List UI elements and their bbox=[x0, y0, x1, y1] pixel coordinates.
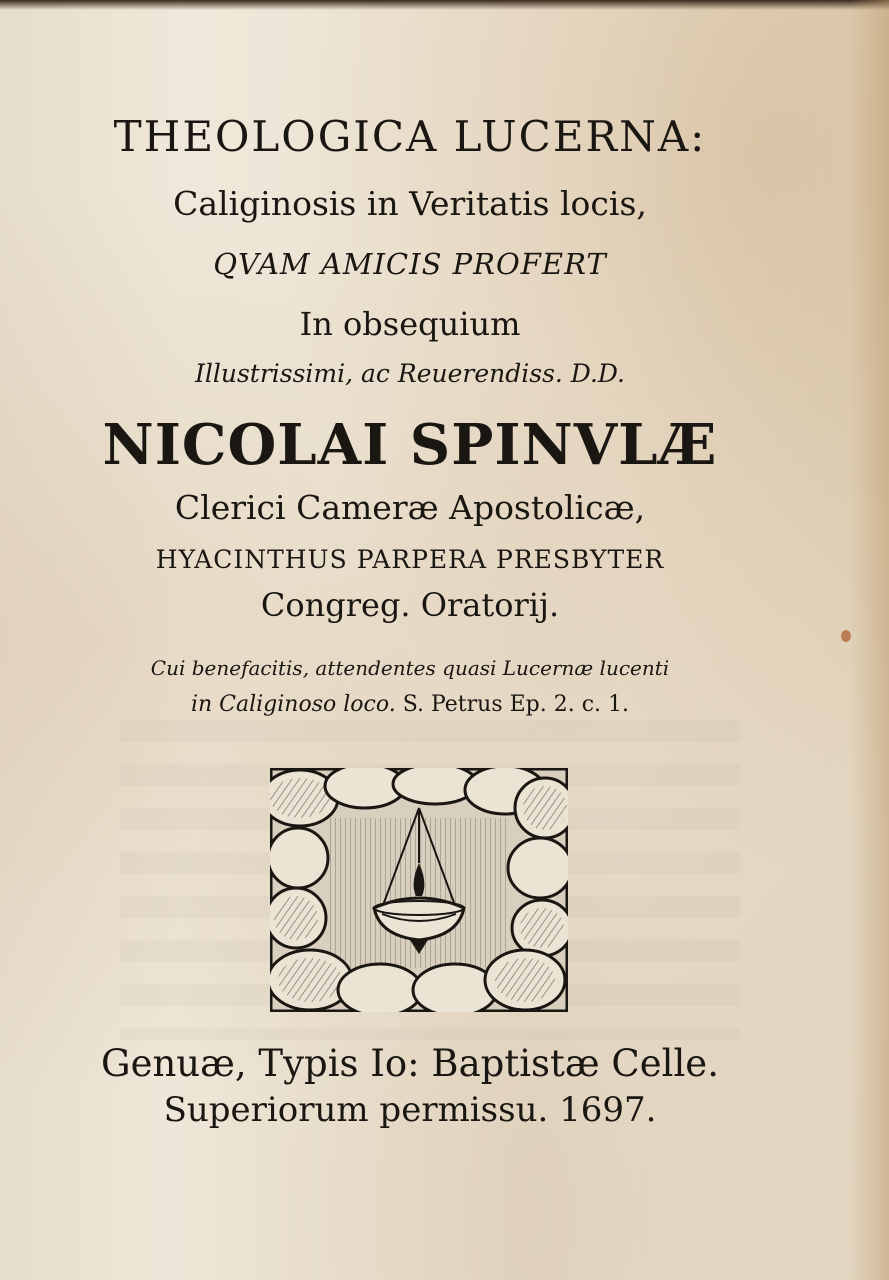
motto-reference: S. Petrus Ep. 2. c. 1. bbox=[395, 692, 630, 717]
dedicatee-name: NICOLAI SPINVLÆ bbox=[102, 412, 718, 478]
page-top-edge bbox=[0, 0, 889, 10]
lamp-in-clouds-woodcut-icon bbox=[270, 768, 568, 1012]
dedicatee-honorific: Illustrissimi, ac Reuerendiss. D.D. bbox=[194, 359, 625, 388]
dedication-line: In obsequium bbox=[299, 305, 521, 343]
imprint-place: Genuæ, Typis Io: Baptistæ Celle. bbox=[101, 1042, 719, 1085]
motto-line-2 bbox=[70, 692, 750, 717]
motto-italic-part: in Caliginoso loco. bbox=[190, 692, 396, 717]
author-congregation: Congreg. Oratorij. bbox=[260, 586, 560, 624]
subtitle: Caliginosis in Veritatis locis, bbox=[173, 184, 647, 223]
dedication-intro: QVAM AMICIS PROFERT bbox=[213, 247, 607, 281]
author-name: HYACINTHUS PARPERA PRESBYTER bbox=[155, 545, 665, 574]
paper-stain bbox=[841, 630, 851, 642]
main-title: THEOLOGICA LUCERNA: bbox=[113, 112, 707, 161]
imprint-permission-date: Superiorum permissu. 1697. bbox=[163, 1090, 657, 1130]
dedicatee-office: Clerici Cameræ Apostolicæ, bbox=[174, 488, 646, 527]
page-right-edge bbox=[849, 0, 889, 1280]
motto-line-1: Cui benefacitis, attendentes quasi Lucernæ lucenti bbox=[150, 656, 670, 680]
